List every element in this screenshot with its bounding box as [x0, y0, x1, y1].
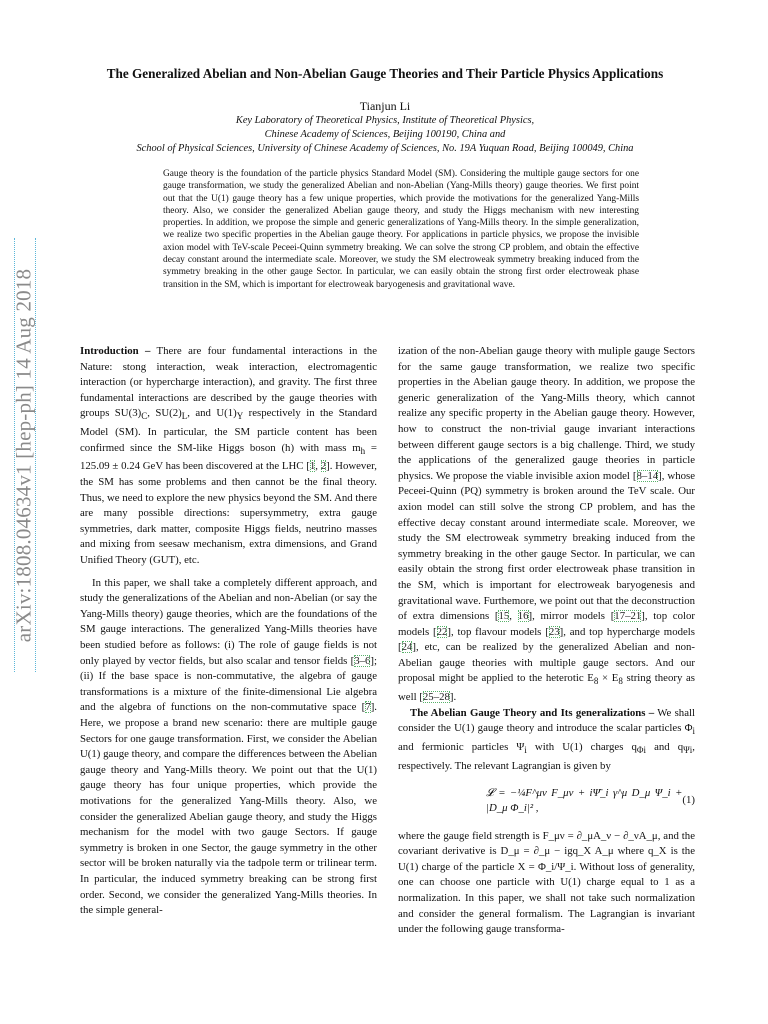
body-paragraph: In this paper, we shall take a completely different approach, and study the generalizations of the Abelian and non-Abelian (or say the Yang-Mills theory) gauge theories, which are the foundations of the SM gauge interactions. The generalized Yang-Mills theories have been studied before as follows: (i) The role of gauge fields is not only played by vector fields, but also scalar and tensor fields [3–6]; (ii) If the base space is non-commutative, the algebra of gauge transformations is a mixture of the finite-dimensional Lie algebra and the algebra of functions on the non-commutative space [7]. Here, we propose a brand new scenario: there are multiple gauge Sectors for one gauge transformation. First, we consider the Abelian U(1) gauge theory, and compare the differences between the Abelian gauge theory and Yang-Mills theory. We point out that the U(1) gauge theory has four unique properties, which provide the motivations for the generalized Yang-Mills theory. Also, we consider the generalized Abelian gauge theory, and study the Higgs mechanism for the model with two gauge Sectors. If gauge symmetry is broken in one Sector, the gauge symmetry in the other sector will be broken naturally via the tadpole term or trilinear term. In particular, the induced symmetry breaking can be strong first order. Second, we consider the generalized Yang-Mills theories. In the simple general-: [80, 576, 377, 917]
arxiv-identifier[interactable]: arXiv:1808.04634v1 [hep-ph] 14 Aug 2018: [11, 268, 36, 642]
paper-title: The Generalized Abelian and Non-Abelian Gauge Theories and Their Particle Physics Applications: [106, 66, 664, 81]
citation-link[interactable]: 2: [320, 460, 327, 473]
abstract: Gauge theory is the foundation of the particle physics Standard Model (SM). Considering the multiple gauge sectors for one gauge transformation, we study the generalized Abelian and non-Abelian (Yang-Mills theory) gauge theories. We first point out that the U(1) gauge theory has a few unique properties, which provide the motivations for the generalized Yang-Mills theory. Also, we consider the generalized Abelian gauge theory, and study the Higgs mechanism with new interesting properties. In addition, we propose the simple and generic generalizations of Yang-Mills theory. In the simple generalization, we realize two specific properties in the Abelian gauge theory. For applications in particle physics, we propose the invisible axion model with TeV-scale Peceei-Quinn symmetry breaking. We can solve the strong CP problem, and obtain the effective decay constant around the intermediate scale. Moreover, we study the SM electroweak symmetry breaking induced from the symmetry breaking in the other gauge Sector. In particular, we can easily obtain the strong first order electroweak phase transition in the SM, which is important for electroweak baryogenesis and gravitational wave.: [163, 169, 639, 290]
paper-author: Tianjun Li: [359, 99, 411, 113]
citation-link[interactable]: 7: [365, 701, 371, 714]
citation-link[interactable]: 24: [401, 641, 413, 654]
section-heading-introduction: Introduction –: [80, 345, 151, 357]
equation-number: (1): [682, 794, 695, 807]
section-heading-abelian: The Abelian Gauge Theory and Its generalizations –: [410, 706, 655, 719]
affiliation-line-1: Key Laboratory of Theoretical Physics, Institute of Theoretical Physics,: [235, 115, 535, 126]
left-column: [80, 344, 377, 919]
citation-link[interactable]: 17–21: [614, 610, 642, 623]
affiliation-line-2: Chinese Academy of Sciences, Beijing 100190, China and: [264, 129, 506, 140]
citation-link[interactable]: 1: [309, 460, 316, 473]
citation-link[interactable]: 23: [548, 625, 560, 638]
body-paragraph: ization of the non-Abelian gauge theory with muliple gauge Sectors for the same gauge transformation, we realize two specific properties in the Abelian gauge theory. In addition, we propose the generic generalization of the Yang-Mills theory, which cannot realize any specific property in the Abelian gauge theory. However, how to construct the non-trivial gauge invariant interactions between different gauge sectors is a big challenge. Third, we study the applications of the generalized gauge theories in particle physics. We propose the viable invisible axion model [8–14], whose Peceei-Quinn (PQ) symmetry is broken around the TeV scale. Our axion model can still solve the strong CP problem, and has the effective decay constant around intermediate scale. Moreover, we study the SM electroweak symmetry breaking induced from the symmetry breaking in the other gauge Sector. In particular, we can easily obtain the strong first order electroweak phase transition in the SM, which is important for electroweak baryogenesis and gravitational wave. Furthemore, we point out that the deconstruction of extra dimensions [15, 16], mirror models [17–21], top color models [22], top flavour models [23], and top hypercharge models [24], etc, can be realized by the generalized Abelian and non-Abelian gauge theories with multiple gauge sectors. And our proposal might be applied to the heterotic $E_8 \times E_8$ string theory as well [25–28].: [398, 345, 695, 704]
right-column: [398, 344, 695, 938]
citation-link[interactable]: 25–28: [422, 691, 450, 704]
citation-link[interactable]: 3–6: [354, 654, 371, 667]
lagrangian-formula: 𝓛 = −¼F^μν F_μν + iΨ̄_i γ^μ D_μ Ψ_i + |D_μ Φ_i|² ,: [486, 786, 683, 815]
abelian-section-paragraph: The Abelian Gauge Theory and Its generalizations – We shall consider the U(1) gauge theory and introduce the scalar particles $\Phi_i$ and fermionic particles $\Psi_i$ with U(1) charges $q_{\Phi i}$ and $q_{\Psi i}$, respectively. The relevant Lagrangian is given by: [398, 706, 695, 772]
affiliation-line-3: School of Physical Sciences, University of Chinese Academy of Sciences, No. 19A Yuquan Road, Beijing 100049, China: [136, 143, 634, 154]
citation-link[interactable]: 16: [517, 610, 529, 623]
citation-link[interactable]: 15: [498, 610, 510, 623]
citation-link[interactable]: 22: [436, 625, 448, 638]
equation-1: [398, 786, 695, 817]
arxiv-stamp[interactable]: [4, 230, 44, 680]
intro-paragraph: Introduction – There are four fundamental interactions in the Nature: stong interaction, weak interaction, electromagentic interaction (or hypercharge interaction), and gravity. The first three fundamental interactions are described by the gauge theories with groups $SU(3)_C$, $SU(2)_L$, and $U(1)_Y$ respectively in the Standard Model (SM). In particular, the SM particle content has been confirmed since the SM-like Higgs boson (h) with mass $m_h = 125.09 \pm 0.24$ GeV has been discovered at the LHC [1, 2]. However, the SM has some problems and then cannot be the final theory. Thus, we need to explore the new physics beyond the SM. And there are many possible directions: supersymmetry, extra gauge symmetries, dark matter, composite Higgs fields, neutrino masses and mixing from seesaw mechanism, extra dimensions, and Grand Unified Theory (GUT), etc.: [80, 345, 378, 567]
body-paragraph: where the gauge field strength is F_μν = ∂_μA_ν − ∂_νA_μ, and the covariant derivative is D_μ = ∂_μ − igq_X A_μ where q_X is the U(1) charge of the particle X = Φ_i/Ψ_i. Without loss of generality, one can choose one particle with U(1) charge equal to 1 as a normalization. In this paper, we shall not take such normalization and consider the general formalism. The Lagrangian is invariant under the following gauge transforma-: [398, 829, 695, 936]
citation-link[interactable]: 8–14: [636, 469, 659, 482]
